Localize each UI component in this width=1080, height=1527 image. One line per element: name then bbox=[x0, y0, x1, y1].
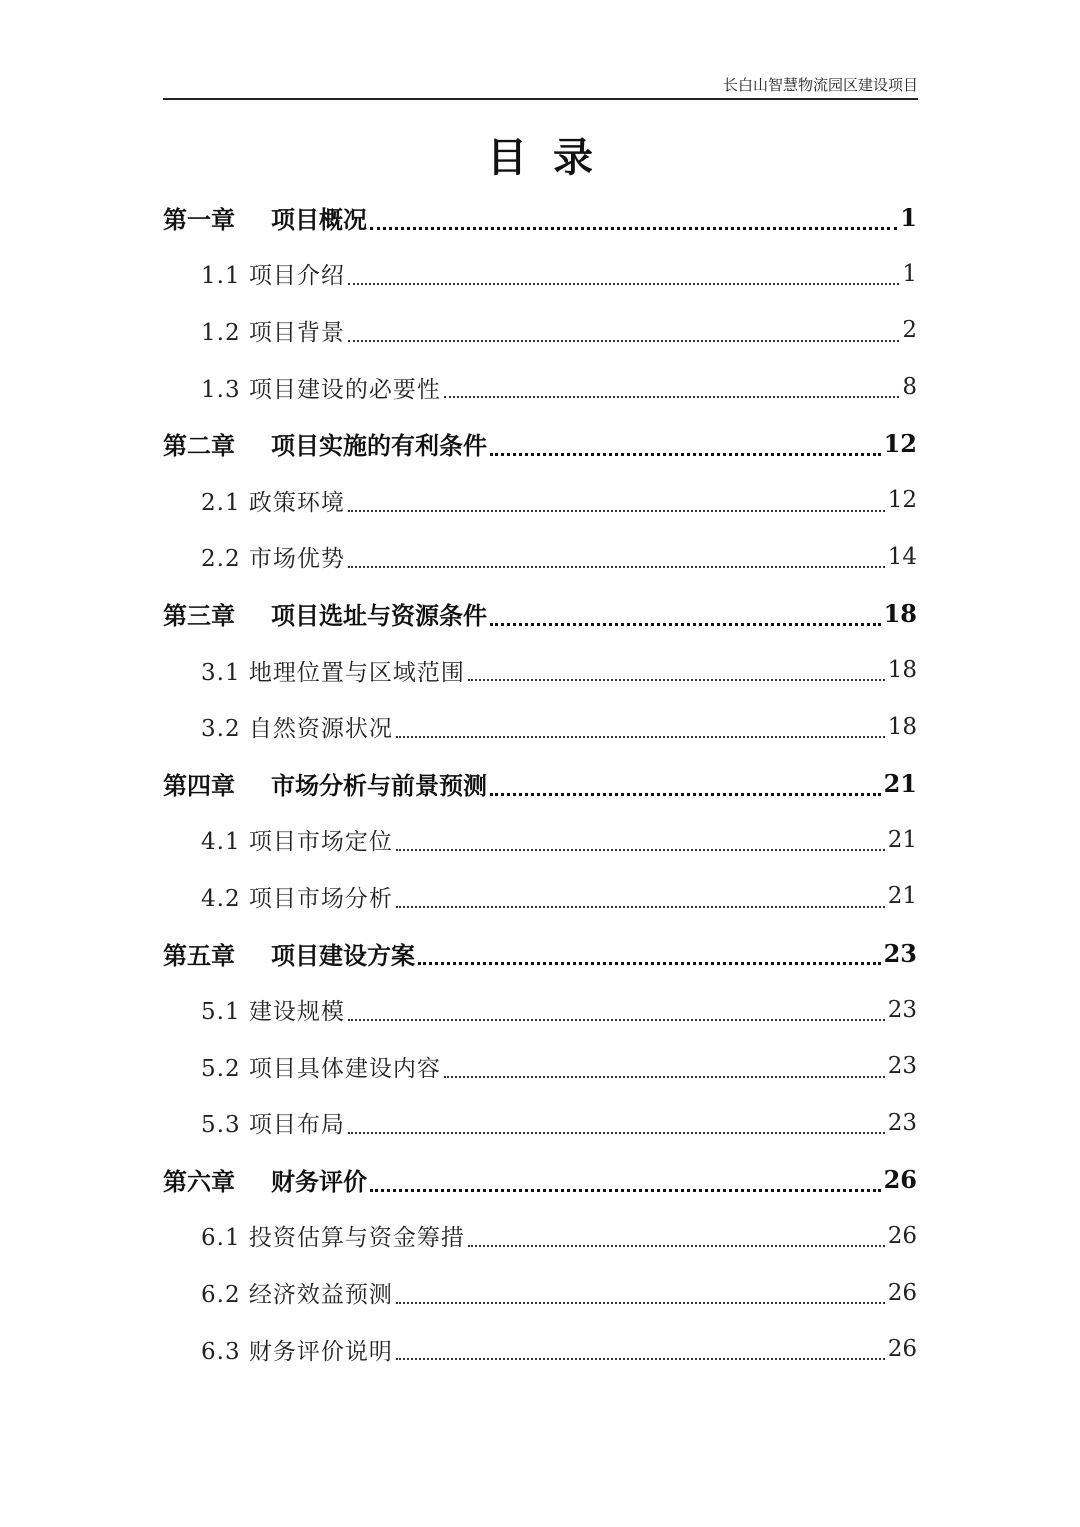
toc-section-entry[interactable] bbox=[163, 698, 917, 755]
toc-page-number: 21 bbox=[887, 883, 917, 910]
toc-entry-label: 1.2 项目背景 bbox=[201, 319, 345, 346]
toc-section-entry[interactable] bbox=[163, 1264, 917, 1321]
toc-dot-leader bbox=[370, 227, 897, 230]
toc-entry-label bbox=[163, 426, 487, 461]
toc-section-entry[interactable] bbox=[163, 642, 917, 699]
toc-section-entry[interactable] bbox=[163, 981, 917, 1038]
toc-entry-label: 3.1 地理位置与区域范围 bbox=[201, 659, 465, 686]
toc-page-number: 26 bbox=[887, 1222, 917, 1249]
toc-section-entry[interactable] bbox=[163, 302, 917, 359]
toc-entry-label: 6.3 财务评价说明 bbox=[201, 1338, 393, 1365]
toc-dot-leader bbox=[444, 396, 899, 398]
toc-entry-label: 6.2 经济效益预测 bbox=[201, 1282, 393, 1309]
toc-page-number: 2 bbox=[902, 317, 917, 344]
toc-entry-label: 4.1 项目市场定位 bbox=[201, 829, 393, 856]
toc-page-number: 23 bbox=[883, 938, 917, 968]
toc-page-number: 18 bbox=[883, 598, 917, 628]
toc-chapter-title: 市场分析与前景预测 bbox=[271, 771, 487, 800]
toc-page-number: 18 bbox=[887, 713, 917, 740]
toc-entry-label: 1.1 项目介绍 bbox=[201, 263, 345, 290]
toc-section-entry[interactable] bbox=[163, 1208, 917, 1265]
toc-chapter-number: 第四章 bbox=[163, 771, 235, 800]
toc-dot-leader bbox=[348, 566, 885, 568]
toc-page-number: 26 bbox=[887, 1336, 917, 1363]
toc-entry-label: 6.1 投资估算与资金筹措 bbox=[201, 1225, 465, 1252]
table-of-contents bbox=[163, 189, 917, 1377]
toc-chapter-title: 项目选址与资源条件 bbox=[271, 601, 487, 630]
toc-dot-leader bbox=[468, 679, 885, 681]
toc-dot-leader bbox=[348, 510, 885, 512]
toc-chapter-number: 第三章 bbox=[163, 601, 235, 630]
toc-dot-leader bbox=[396, 906, 885, 908]
toc-chapter-number: 第二章 bbox=[163, 432, 235, 461]
page-header bbox=[163, 74, 918, 100]
toc-section-entry[interactable] bbox=[163, 1321, 917, 1378]
toc-entry-label bbox=[163, 936, 415, 971]
toc-page-number: 12 bbox=[883, 429, 917, 459]
toc-chapter-entry[interactable] bbox=[163, 585, 917, 642]
toc-dot-leader bbox=[490, 793, 881, 796]
toc-page-number: 21 bbox=[883, 768, 917, 798]
page-title: 目录 bbox=[487, 134, 619, 181]
toc-chapter-title: 项目概况 bbox=[271, 205, 367, 234]
toc-dot-leader bbox=[418, 962, 881, 965]
toc-section-entry[interactable] bbox=[163, 472, 917, 529]
toc-chapter-number: 第一章 bbox=[163, 205, 235, 234]
toc-entry-label: 4.2 项目市场分析 bbox=[201, 885, 393, 912]
toc-section-entry[interactable] bbox=[163, 1095, 917, 1152]
toc-chapter-title: 财务评价 bbox=[271, 1167, 367, 1196]
toc-dot-leader bbox=[396, 736, 885, 738]
toc-chapter-entry[interactable] bbox=[163, 1151, 917, 1208]
toc-page-number: 26 bbox=[887, 1279, 917, 1306]
toc-dot-leader bbox=[370, 1189, 881, 1192]
toc-chapter-number: 第六章 bbox=[163, 1167, 235, 1196]
toc-page-number: 26 bbox=[883, 1164, 917, 1194]
toc-section-entry[interactable] bbox=[163, 359, 917, 416]
toc-dot-leader bbox=[348, 340, 899, 342]
toc-dot-leader bbox=[348, 283, 899, 285]
toc-section-entry[interactable] bbox=[163, 868, 917, 925]
toc-dot-leader bbox=[348, 1132, 885, 1134]
toc-chapter-number: 第五章 bbox=[163, 941, 235, 970]
toc-page-number: 12 bbox=[887, 487, 917, 514]
toc-page-number: 1 bbox=[902, 260, 917, 287]
toc-page-number: 8 bbox=[902, 374, 917, 401]
toc-entry-label bbox=[163, 1162, 367, 1197]
toc-entry-label: 2.2 市场优势 bbox=[201, 546, 345, 573]
toc-page-number: 18 bbox=[887, 657, 917, 684]
toc-entry-label: 5.1 建设规模 bbox=[201, 999, 345, 1026]
toc-dot-leader bbox=[396, 849, 885, 851]
toc-page-number: 1 bbox=[900, 202, 917, 232]
toc-dot-leader bbox=[468, 1245, 885, 1247]
toc-dot-leader bbox=[444, 1076, 885, 1078]
toc-entry-label: 1.3 项目建设的必要性 bbox=[201, 376, 441, 403]
toc-section-entry[interactable] bbox=[163, 246, 917, 303]
toc-chapter-entry[interactable] bbox=[163, 189, 917, 246]
toc-entry-label: 5.3 项目布局 bbox=[201, 1112, 345, 1139]
toc-chapter-entry[interactable] bbox=[163, 925, 917, 982]
toc-chapter-title: 项目实施的有利条件 bbox=[271, 432, 487, 461]
toc-entry-label: 3.2 自然资源状况 bbox=[201, 716, 393, 743]
toc-chapter-title: 项目建设方案 bbox=[271, 941, 415, 970]
toc-page-number: 23 bbox=[887, 1109, 917, 1136]
toc-entry-label: 5.2 项目具体建设内容 bbox=[201, 1055, 441, 1082]
toc-dot-leader bbox=[490, 453, 881, 456]
toc-dot-leader bbox=[396, 1358, 885, 1360]
toc-entry-label bbox=[163, 596, 487, 631]
toc-section-entry[interactable] bbox=[163, 812, 917, 869]
toc-page-number: 23 bbox=[887, 996, 917, 1023]
toc-chapter-entry[interactable] bbox=[163, 415, 917, 472]
header-project-name: 长白山智慧物流园区建设项目 bbox=[722, 76, 918, 94]
toc-dot-leader bbox=[348, 1019, 885, 1021]
toc-entry-label bbox=[163, 766, 487, 801]
toc-page-number: 14 bbox=[887, 543, 917, 570]
toc-page-number: 21 bbox=[887, 826, 917, 853]
toc-chapter-entry[interactable] bbox=[163, 755, 917, 812]
toc-section-entry[interactable] bbox=[163, 1038, 917, 1095]
toc-section-entry[interactable] bbox=[163, 529, 917, 586]
toc-page-number: 23 bbox=[887, 1053, 917, 1080]
toc-entry-label bbox=[163, 200, 367, 235]
toc-dot-leader bbox=[396, 1302, 885, 1304]
toc-entry-label: 2.1 政策环境 bbox=[201, 489, 345, 516]
toc-dot-leader bbox=[490, 623, 881, 626]
